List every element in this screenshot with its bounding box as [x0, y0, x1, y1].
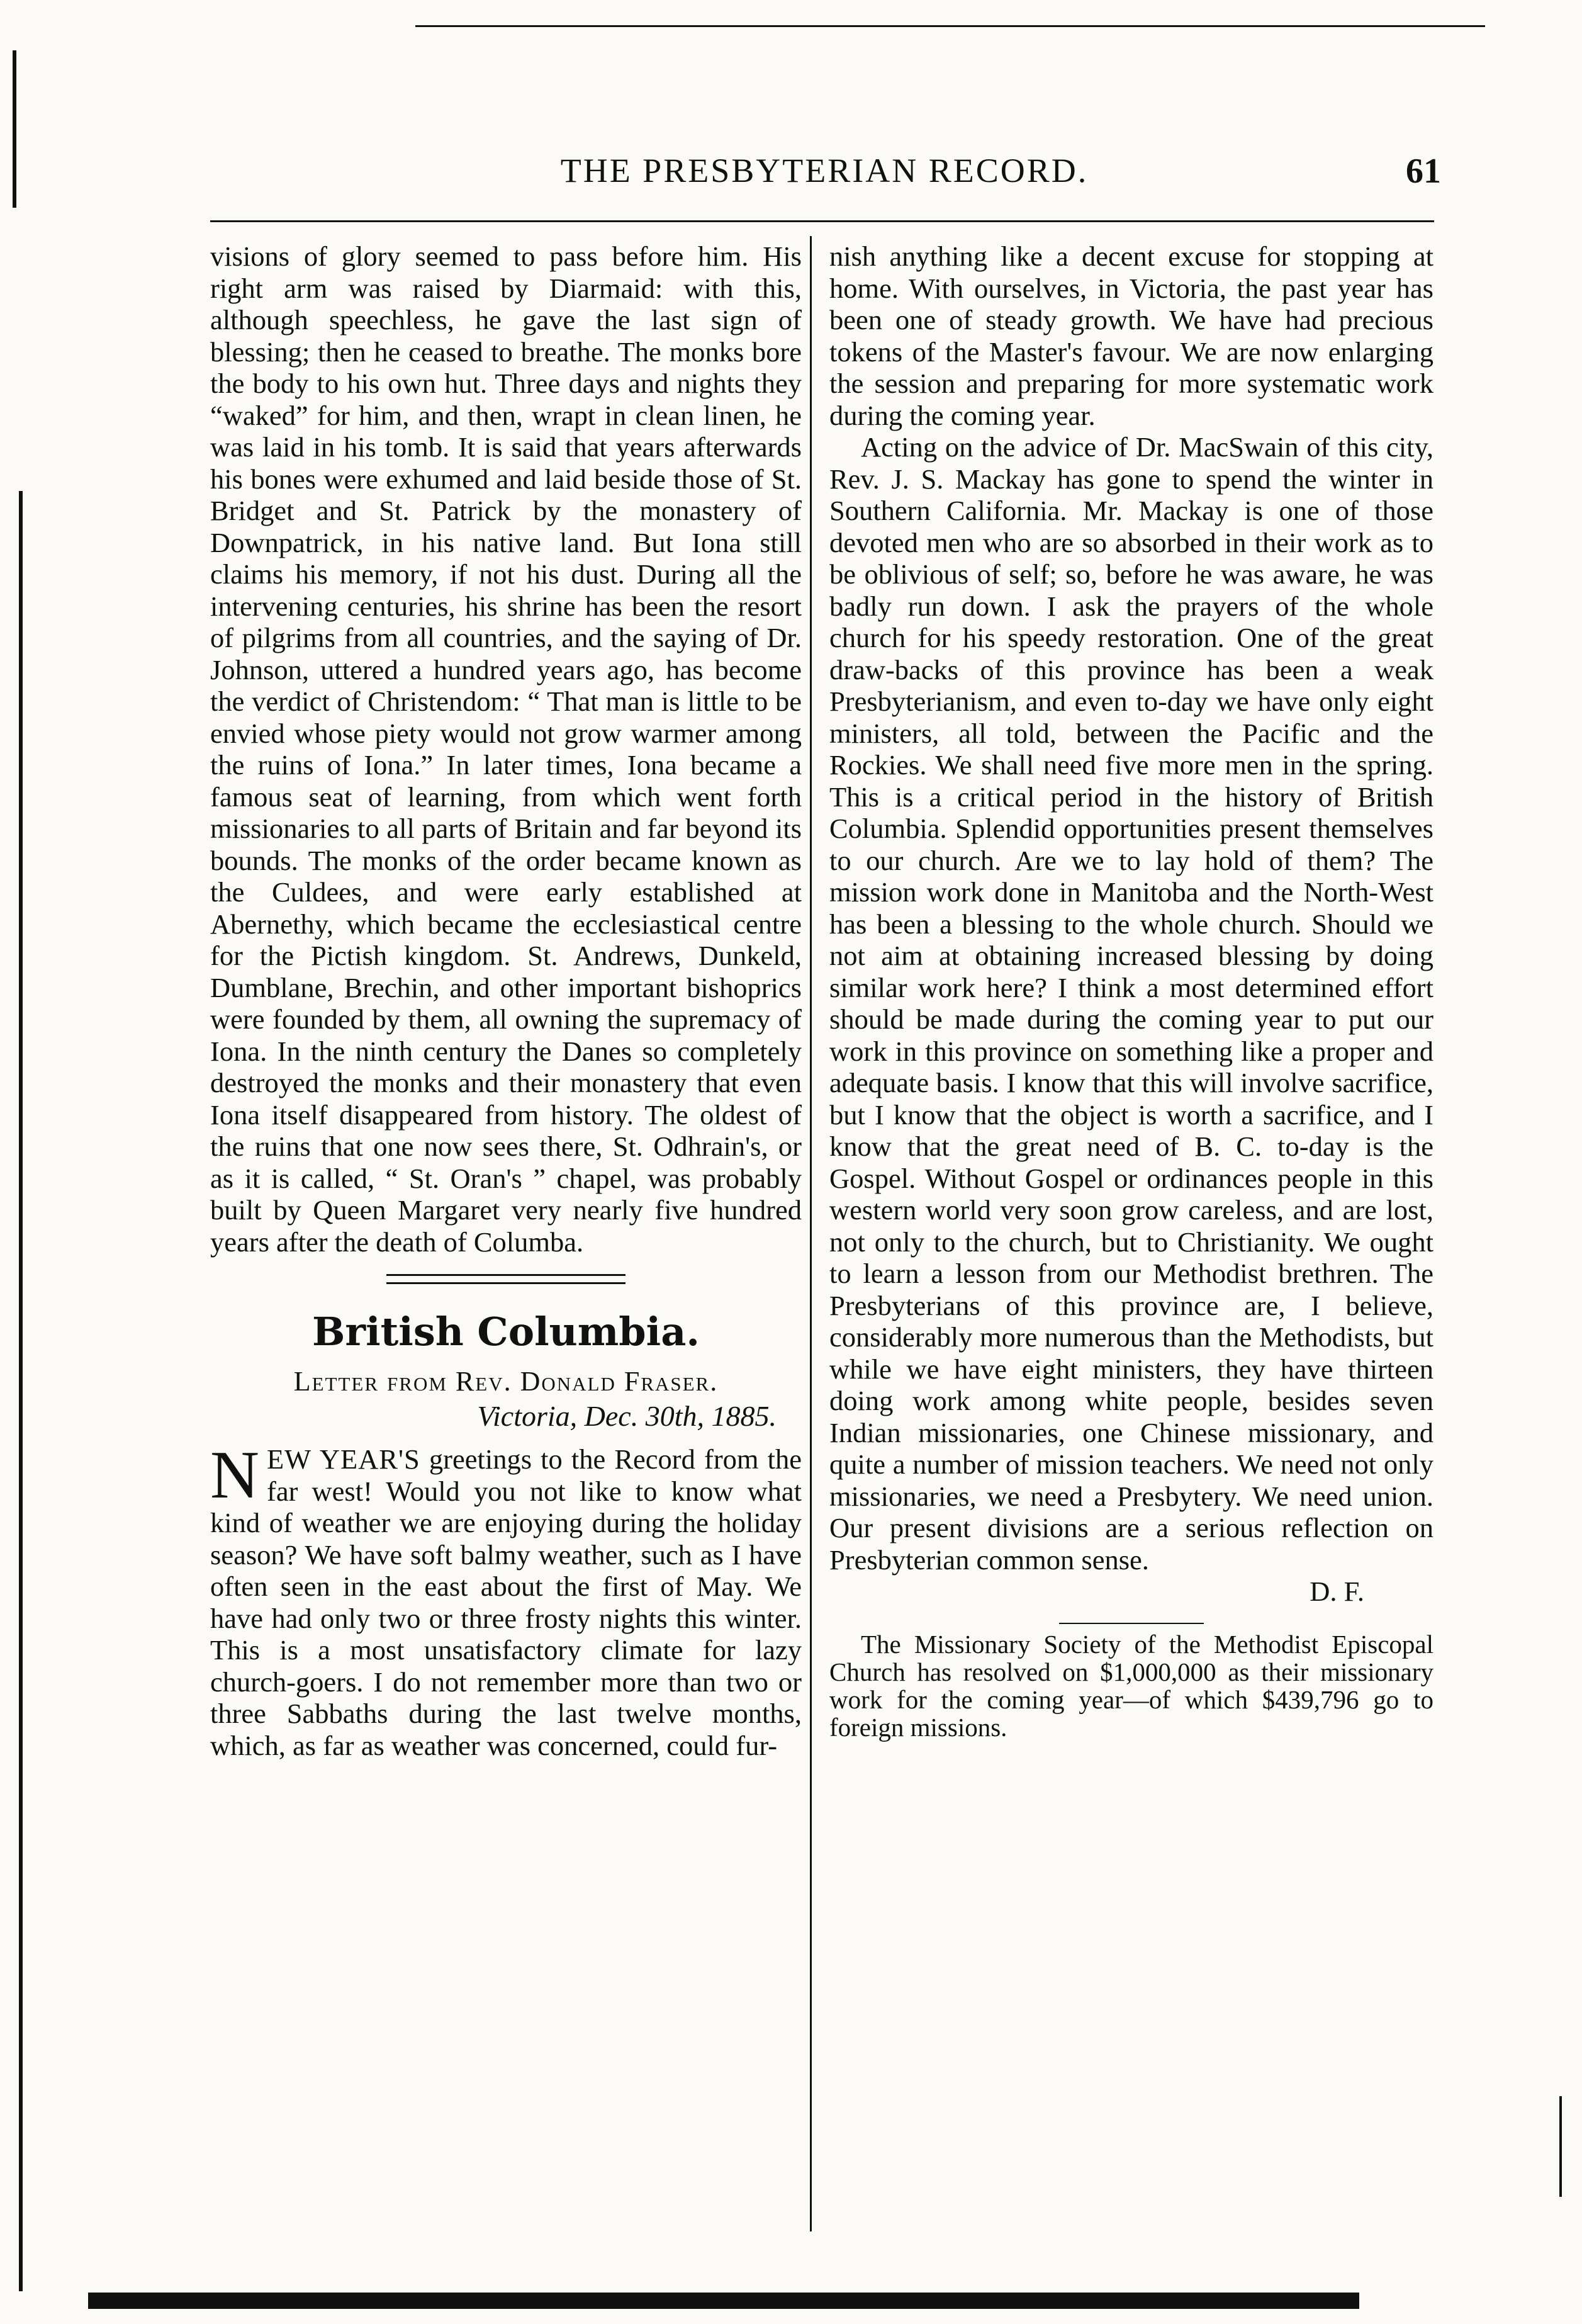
right-paragraph-2: Acting on the advice of Dr. MacSwain of this city, Rev. J. S. Mackay has gone to spend the winter in Southern California. Mr. Mackay is one of those devoted men who are so absorbed in their work as to be oblivious of self; so, before he was aware, he was badly run down. I ask the prayers of the whole church for his speedy restoration. One of the great draw-backs of this province has been a weak Presbyterianism, and even to-day we have only eight ministers, all told, between the Pacific and the Rockies. We shall need five more men in the spring. This is a critical period in the history of British Columbia. Splendid opportunities present themselves to our church. Are we to lay hold of them? The mission work done in Manitoba and the North-West has been a blessing to the whole church. Should we not aim at obtaining increased blessing by doing similar work here? I think a most determined effort should be made during the coming year to put our work in this province on something like a proper and adequate basis. I know that this will involve sacrifice, but I know that the object is worth a sacrifice, and I know that the great need of B. C. to-day is the Gospel. Without Gospel or ordinances people in this western world very soon grow careless, and are lost, not only to the church, but to Christianity. We ought to learn a lesson from our Methodist brethren. The Presbyterians of this province are, I believe, considerably more numerous than the Methodists, but while we have eight ministers, they have thirteen doing work among white people, besides seven Indian missionaries, one Chinese missionary, and quite a number of mission teachers. We need not only missionaries, we need a Presbytery. We need union. Our present divisions are a serious reflection on Presbyterian common sense. [829, 431, 1433, 1576]
page-header [208, 151, 1441, 208]
letter-opening [210, 1438, 802, 1761]
left-paragraph-1: visions of glory seemed to pass before him. His right arm was raised by Diarmaid: with this, although speechless, he gave the last sign of blessing; then he ceased to breathe. The monks bore the body to his own hut. Three days and nights they “waked” for him, and then, wrapt in clean linen, he was laid in his tomb. It is said that years afterwards his bones were exhumed and laid beside those of St. Bridget and St. Patrick by the monastery of Downpatrick, in his native land. But Iona still claims his memory, if not his dust. During all the intervening centuries, his shrine has been the resort of pilgrims from all countries, and the saying of Dr. Johnson, uttered a hundred years ago, has become the verdict of Christendom: “ That man is little to be envied whose piety would not grow warmer among the ruins of Iona.” In later times, Iona became a famous seat of learning, from which went forth missionaries to all parts of Britain and far beyond its bounds. The monks of the order became known as the Culdees, and were early established at Abernethy, which became the ecclesiastical centre for the Pictish kingdom. St. Andrews, Dunkeld, Dumblane, Brechin, and other important bishoprics were founded by them, all owning the supremacy of Iona. In the ninth century the Danes so completely destroyed the monks and their monastery that even Iona itself disappeared from history. The oldest of the ruins that one now sees there, St. Odhrain's, or as it is called, “ St. Oran's ” chapel, was probably built by Queen Margaret very nearly five hundred years after the death of Columba. [210, 240, 802, 1258]
column-divider [810, 236, 812, 2231]
letter-byline: Letter from Rev. Donald Fraser. [293, 1366, 719, 1397]
missionary-society-note: The Missionary Society of the Methodist Episcopal Church has resolved on $1,000,000 as their missionary work for the coming year—of which $439,796 go to foreign missions. [829, 1629, 1433, 1742]
letter-dateline: Victoria, Dec. 30th, 1885. [477, 1399, 777, 1432]
section-separator [386, 1274, 626, 1284]
left-column [210, 240, 802, 1761]
section-heading: British Columbia. [312, 1309, 700, 1355]
letter-lead-caps: EW YEAR'S [267, 1443, 420, 1475]
top-rule [415, 25, 1485, 27]
bottom-rule [88, 2293, 1359, 2309]
signature: D. F. [1310, 1576, 1364, 1607]
drop-cap: N [210, 1438, 259, 1513]
note-separator [1059, 1623, 1204, 1624]
header-rule [210, 220, 1434, 222]
journal-title: THE PRESBYTERIAN RECORD. [560, 152, 1089, 189]
signature-line [829, 1576, 1433, 1608]
right-column [829, 240, 1433, 1741]
page-number: 61 [1406, 152, 1441, 191]
left-edge-mark-lower [19, 491, 23, 2291]
letter-text: greetings to the Record from the far west! Would you not like to know what kind of weather we are enjoying during the holiday season? We have soft balmy weather, such as I have often seen in the east about the first of May. We have had only two or three frosty nights this winter. This is a most unsatisfactory climate for lazy church-goers. I do not remember more than two or three Sabbaths during the last twelve months, which, as far as weather was concerned, could fur- [210, 1443, 802, 1761]
right-edge-mark [1559, 2096, 1562, 2197]
left-edge-mark [13, 50, 16, 208]
right-paragraph-1: nish anything like a decent excuse for stopping at home. With ourselves, in Victoria, the past year has been one of steady growth. We have had precious tokens of the Master's favour. We are now enlarging the session and preparing for more systematic work during the coming year. [829, 240, 1433, 431]
